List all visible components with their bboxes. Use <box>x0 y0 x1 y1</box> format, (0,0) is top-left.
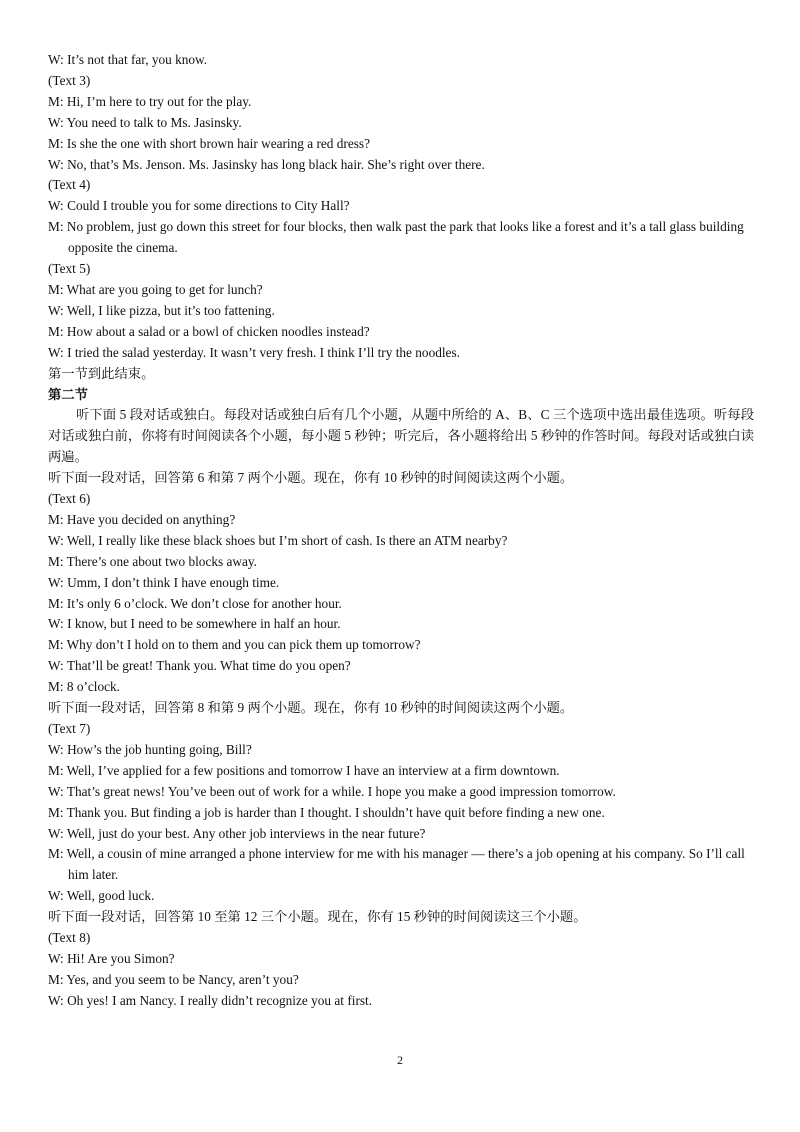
dialogue-line: M: Hi, I’m here to try out for the play. <box>48 93 252 109</box>
dialogue-line: W: No, that’s Ms. Jenson. Ms. Jasinsky has long black hair. She’s right over there. <box>48 156 485 172</box>
dialogue-line: W: That’ll be great! Thank you. What time do you open? <box>48 658 351 674</box>
dialogue-line: W: Could I trouble you for some directions to City Hall? <box>48 198 350 214</box>
text-heading: (Text 6) <box>48 491 91 507</box>
dialogue-line: W: It’s not that far, you know. <box>48 52 208 67</box>
section-instructions: 听下面 5 段对话或独白。每段对话或独白后有几个小题，从题中所给的 A、B、C 三个选项中选出最佳选项。听每段对话或独白前，你将有时间阅读各个小题，每小题 5 秒钟；听完后，各小题将给出 5 秒钟的作答时间。每段对话或独白读两遍。 <box>48 407 754 465</box>
text-heading: (Text 5) <box>48 261 91 277</box>
dialogue-line: W: Umm, I don’t think I have enough time. <box>48 574 280 590</box>
text-heading: (Text 7) <box>48 721 91 736</box>
dialogue-line: W: Well, I really like these black shoes but I’m short of cash. Is there an ATM nearby? <box>48 532 508 548</box>
question-instruction: 听下面一段对话，回答第 6 和第 7 两个小题。现在，你有 10 秒钟的时间阅读这两个小题。 <box>48 470 574 486</box>
dialogue-line: M: How about a salad or a bowl of chicken noodles instead? <box>48 323 370 339</box>
dialogue-line: M: There’s one about two blocks away. <box>48 553 258 569</box>
dialogue-line: M: Have you decided on anything? <box>48 511 236 527</box>
dialogue-line: W: I tried the salad yesterday. It wasn’t very fresh. I think I’ll try the noodles. <box>48 344 460 360</box>
question-instruction: 听下面一段对话，回答第 8 和第 9 两个小题。现在，你有 10 秒钟的时间阅读这两个小题。 <box>48 700 574 716</box>
dialogue-line: M: 8 o’clock. <box>48 679 121 695</box>
dialogue-line: M: Is she the one with short brown hair wearing a red dress? <box>48 135 370 151</box>
dialogue-line: W: Well, good luck. <box>48 888 155 904</box>
question-instruction: 听下面一段对话，回答第 10 至第 12 三个小题。现在，你有 15 秒钟的时间阅读这三个小题。 <box>48 909 587 925</box>
dialogue-line: M: Well, a cousin of mine arranged a phone interview for me with his manager — there’s a job opening at his company. So I’ll call him later. <box>48 846 745 883</box>
section-title: 第二节 <box>48 386 88 402</box>
section-end-note: 第一节到此结束。 <box>48 365 155 381</box>
dialogue-line: M: No problem, just go down this street for four blocks, then walk past the park that looks like a forest and it’s a tall glass building opposite the cinema. <box>48 219 744 256</box>
dialogue-line: W: How’s the job hunting going, Bill? <box>48 741 252 757</box>
dialogue-line: W: Oh yes! I am Nancy. I really didn’t recognize you at first. <box>48 992 373 1008</box>
dialogue-line: M: Why don’t I hold on to them and you can pick them up tomorrow? <box>48 637 421 653</box>
dialogue-line: M: Well, I’ve applied for a few positions and tomorrow I have an interview at a firm downtown. <box>48 762 560 778</box>
dialogue-line: M: Yes, and you seem to be Nancy, aren’t you? <box>48 971 299 987</box>
dialogue-line: M: What are you going to get for lunch? <box>48 281 263 297</box>
dialogue-line: W: You need to talk to Ms. Jasinsky. <box>48 114 242 130</box>
dialogue-line: W: I know, but I need to be somewhere in half an hour. <box>48 616 341 632</box>
dialogue-line: W: Hi! Are you Simon? <box>48 950 175 966</box>
text-heading: (Text 8) <box>48 930 91 946</box>
text-heading: (Text 3) <box>48 72 91 88</box>
document-body <box>48 50 754 1012</box>
text-heading: (Text 4) <box>48 177 91 193</box>
dialogue-line: W: That’s great news! You’ve been out of work for a while. I hope you make a good impression tomorrow. <box>48 783 616 799</box>
dialogue-line: M: It’s only 6 o’clock. We don’t close for another hour. <box>48 595 342 611</box>
page-number: 2 <box>397 1053 403 1067</box>
dialogue-line: W: Well, I like pizza, but it’s too fattening. <box>48 302 275 318</box>
dialogue-line: W: Well, just do your best. Any other job interviews in the near future? <box>48 825 426 841</box>
dialogue-line: M: Thank you. But finding a job is harder than I thought. I shouldn’t have quit before finding a new one. <box>48 804 605 820</box>
